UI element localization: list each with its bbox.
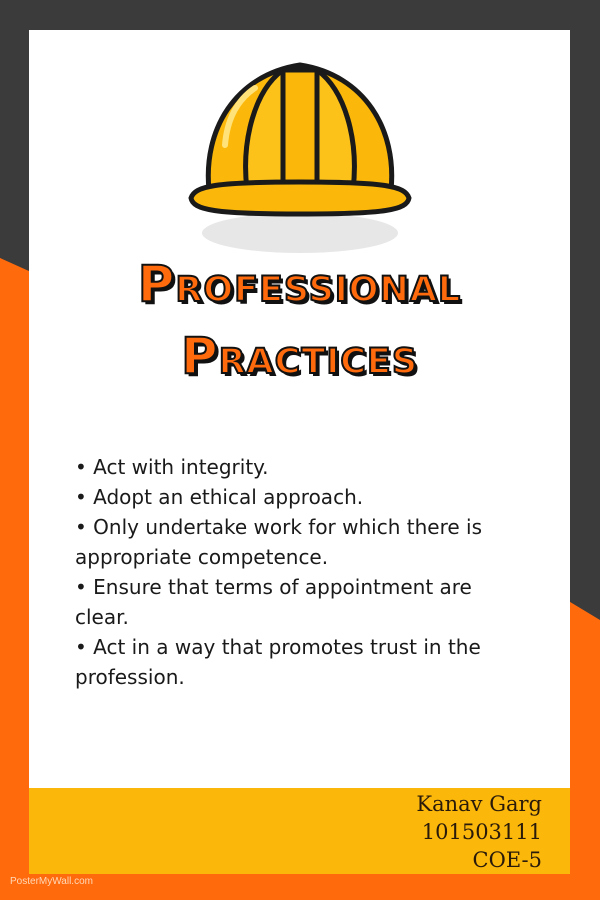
hard-hat-icon	[185, 50, 415, 260]
watermark: PosterMyWall.com	[10, 876, 93, 887]
list-item: • Adopt an ethical approach.	[75, 485, 364, 509]
list-item: • Only undertake work for which there is appropriate competence.	[75, 515, 483, 569]
author-group: COE-5	[472, 848, 542, 872]
principles-list	[75, 452, 505, 692]
list-item: • Act with integrity.	[75, 455, 269, 479]
author-name: Kanav Garg	[416, 792, 542, 816]
footer-band	[29, 788, 570, 874]
title-line-2: Practices	[180, 327, 419, 385]
author-roll-number: 101503111	[421, 820, 542, 844]
author-block	[416, 790, 542, 874]
title-line-1: Professional	[137, 255, 462, 313]
list-item: • Act in a way that promotes trust in the profession.	[75, 635, 481, 689]
list-item: • Ensure that terms of appointment are clear.	[75, 575, 472, 629]
